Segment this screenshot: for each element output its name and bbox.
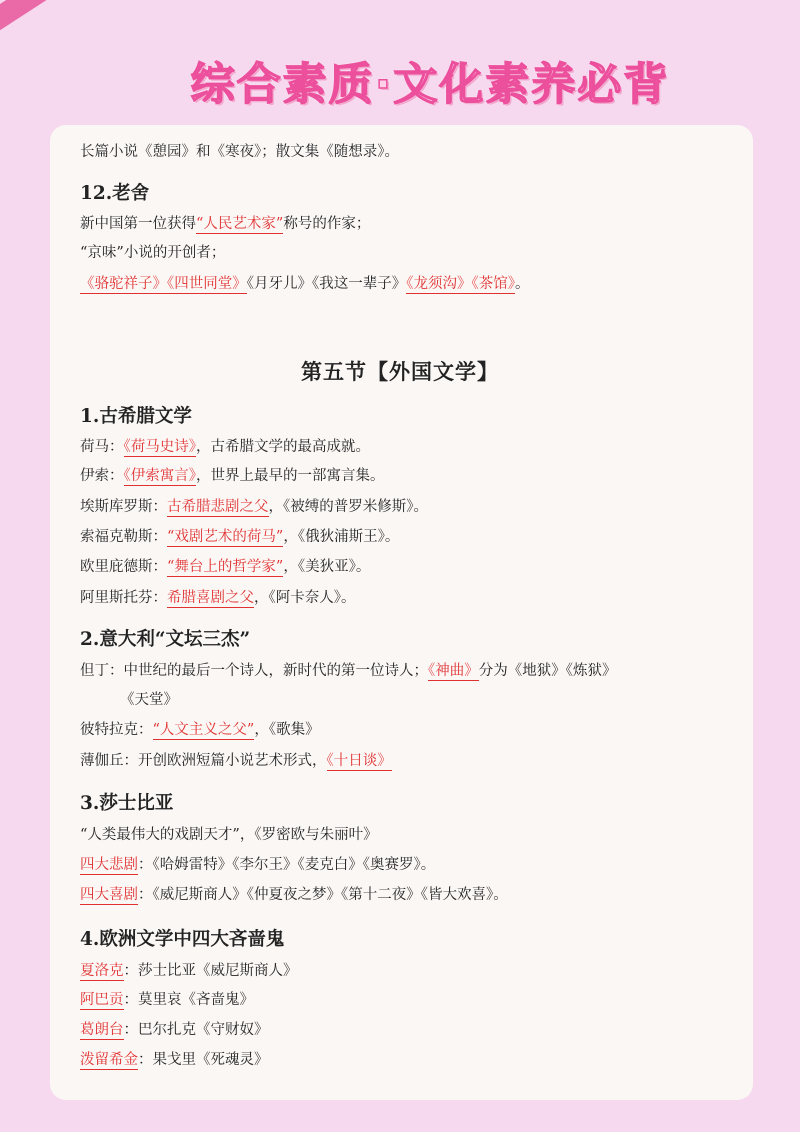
highlight: 《骆驼祥子》《四世同堂》 [80,276,247,292]
highlight: “舞台上的哲学家” [167,559,284,575]
text-segment: 但丁：中世纪的最后一个诗人，新时代的第一位诗人； [80,663,428,679]
text-line [80,1021,269,1039]
heading-italy: 2.意大利“文坛三杰” [80,629,251,650]
text-segment: 欧里庇德斯： [80,559,167,575]
highlight: 古希腊悲剧之父 [167,499,269,515]
text-segment: 《月牙儿》《我这一辈子》 [246,276,407,292]
text-line [80,991,254,1009]
highlight: 希腊喜剧之父 [167,590,254,606]
text-segment: ，《歌集》 [254,722,320,738]
highlight: 《伊索寓言》 [123,468,196,484]
text-segment: 彼特拉克： [80,722,153,738]
text-segment: ，《阿卡奈人》。 [254,590,356,606]
text-line [80,558,370,576]
text-line [80,721,320,739]
highlight: 《龙须沟》《茶馆》 [406,276,515,292]
text-line: “人类最伟大的戏剧天才”，《罗密欧与朱丽叶》 [80,827,378,843]
text-segment: ，世界上最早的一部寓言集。 [196,468,385,484]
text-line: “京味”小说的开创者； [80,245,226,261]
corner-ribbon [0,0,207,48]
heading-greek: 1.古希腊文学 [80,406,192,427]
text-segment: 新中国第一位获得 [80,216,196,232]
text-segment: 。 [515,276,530,292]
text-line: 长篇小说《憩园》和《寒夜》；散文集《随想录》。 [80,144,399,160]
text-line [80,962,298,980]
text-line: 《天堂》 [120,692,178,708]
highlight: 《神曲》 [428,663,479,679]
text-segment: 薄伽丘：开创欧洲短篇小说艺术形式， [80,753,327,769]
text-segment: 阿里斯托芬： [80,590,167,606]
text-line [80,1051,269,1069]
heading-shakespeare: 3.莎士比亚 [80,793,174,814]
text-line [80,752,392,770]
text-line [80,589,356,607]
text-segment: ：巴尔扎克《守财奴》 [123,1022,269,1038]
text-segment: ，《被缚的普罗米修斯》。 [268,499,428,515]
heading-misers: 4.欧洲文学中四大吝啬鬼 [80,929,285,950]
highlight: “戏剧艺术的荷马” [167,529,284,545]
highlight: 《荷马史诗》 [123,439,196,455]
text-segment: 称号的作家； [283,216,371,232]
text-line [80,498,428,516]
text-segment: 伊索： [80,468,124,484]
heading-laoshe: 12.老舍 [80,183,150,204]
text-segment: ，古希腊文学的最高成就。 [196,439,370,455]
text-line [80,275,530,293]
text-line [80,856,435,874]
highlight: 泼留希金 [80,1052,138,1068]
highlight: 夏洛克 [80,963,124,979]
content-card [50,125,753,1100]
text-line [80,438,370,456]
highlight: 四大悲剧 [80,857,138,873]
text-segment: 荷马： [80,439,124,455]
highlight: 四大喜剧 [80,887,138,903]
text-segment: ：莎士比亚《威尼斯商人》 [123,963,298,979]
text-segment: 埃斯库罗斯： [80,499,167,515]
text-line [80,215,370,233]
page-title: 综合素质·文化素养必背 [190,59,670,110]
text-line [80,467,385,485]
text-segment: ：果戈里《死魂灵》 [138,1052,269,1068]
highlight: 阿巴贡 [80,992,124,1008]
highlight: “人文主义之父” [152,722,255,738]
section-title: 第五节【外国文学】 [301,360,499,384]
text-line [80,662,617,680]
text-segment: ：《哈姆雷特》《李尔王》《麦克白》《奥赛罗》。 [138,857,436,873]
text-segment: ：《威尼斯商人》《仲夏夜之梦》《第十二夜》《皆大欢喜》。 [138,887,508,903]
highlight: 葛朗台 [80,1022,124,1038]
text-segment: ，《俄狄浦斯王》。 [283,529,400,545]
text-segment: ：莫里哀《吝啬鬼》 [123,992,254,1008]
text-segment: 分为《地狱》《炼狱》 [478,663,617,679]
highlight: 《十日谈》 [326,753,392,769]
text-segment: ，《美狄亚》。 [283,559,371,575]
highlight: “人民艺术家” [196,216,284,232]
text-segment: 索福克勒斯： [80,529,167,545]
text-line [80,528,399,546]
text-line [80,886,508,904]
